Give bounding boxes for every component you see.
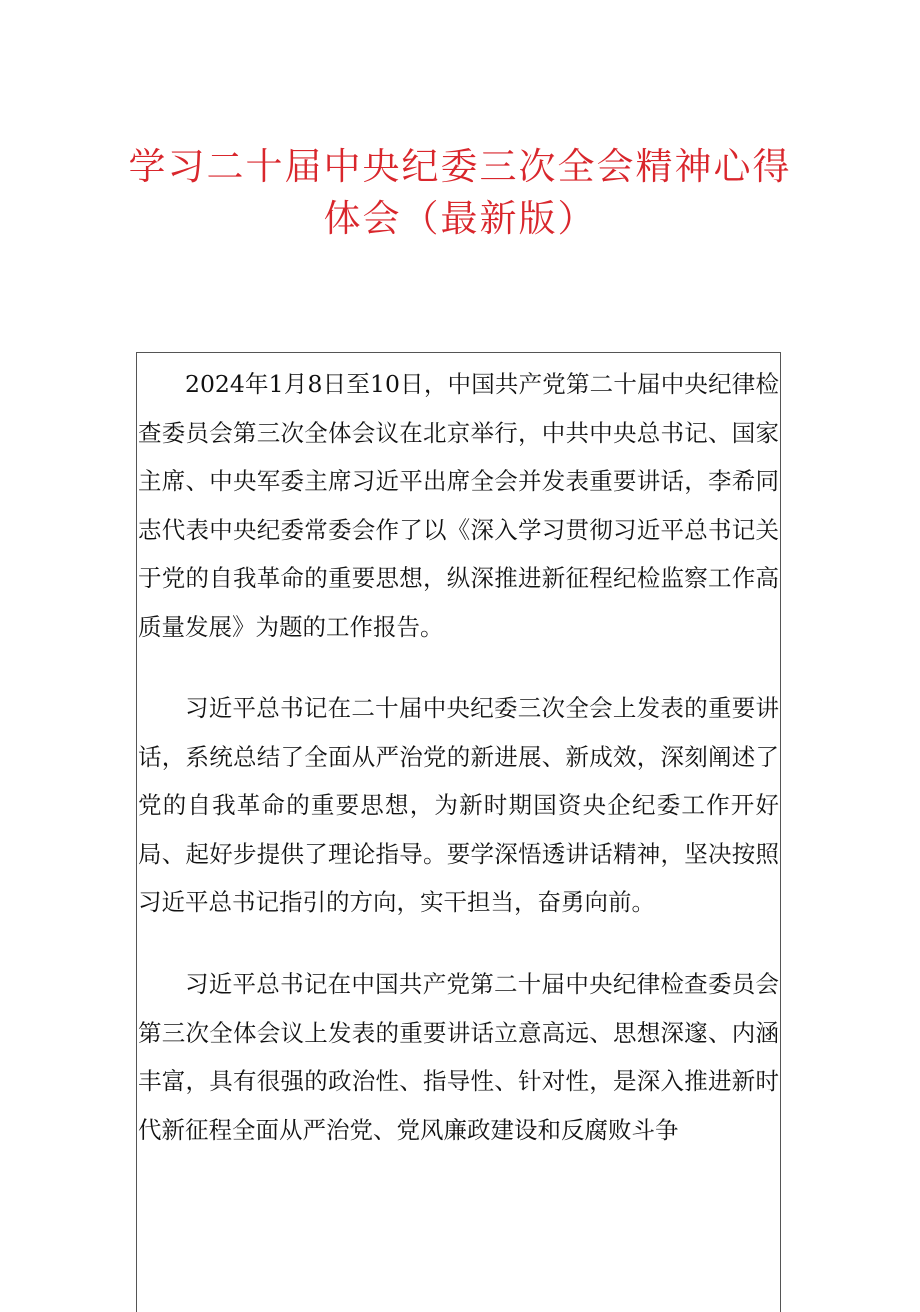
paragraph-2: 习近平总书记在二十届中央纪委三次全会上发表的重要讲话，系统总结了全面从严治党的新进展、新成效，深刻阐述了党的自我革命的重要思想，为新时期国资央企纪委工作开好局、起好步提供了理论指导。要学深悟透讲话精神，坚决按照习近平总书记指引的方向，实干担当，奋勇向前。 [138,694,779,916]
paragraph-3: 习近平总书记在中国共产党第二十届中央纪律检查委员会第三次全体会议上发表的重要讲话立意高远、思想深邃、内涵丰富，具有很强的政治性、指导性、针对性，是深入推进新时代新征程全面从严治党、党风廉政建设和反腐败斗争 [138,970,779,1144]
paragraph-1: 2024年1月8日至10日，中国共产党第二十届中央纪律检查委员会第三次全体会议在北京举行，中共中央总书记、国家主席、中央军委主席习近平出席全会并发表重要讲话，李希同志代表中央纪委常委会作了以《深入学习贯彻习近平总书记关于党的自我革命的重要思想，纵深推进新征程纪检监察工作高质量发展》为题的工作报告。 [138,370,779,641]
document-title-line-1: 学习二十届中央纪委三次全会精神心得 [128,145,792,188]
document-title-line-2: 体会（最新版） [323,197,597,240]
